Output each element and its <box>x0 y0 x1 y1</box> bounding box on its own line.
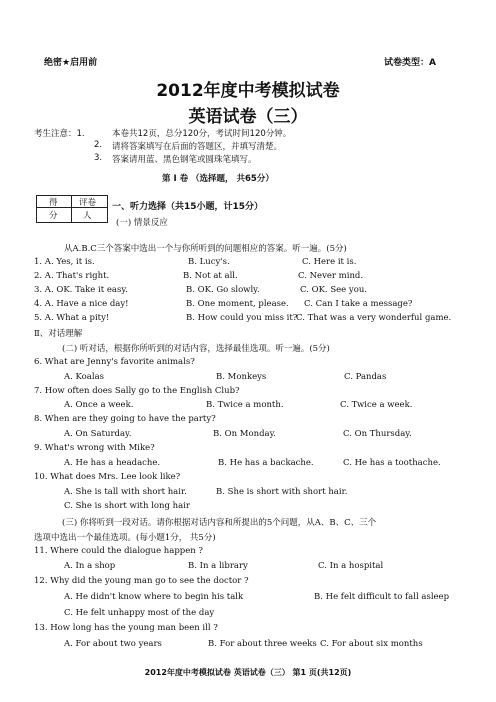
q8: 8. When are they going to have the party? <box>34 414 216 424</box>
q3-b: B. OK. Go slowly. <box>186 285 260 295</box>
q12-a: A. He didn't know where to begin his talk <box>64 592 244 602</box>
sub3-instructions-line2: 选项中选出一个最佳选项。(每小题1分， 共5分) <box>34 533 216 543</box>
q10: 10. What does Mrs. Lee look like? <box>34 472 181 482</box>
q7-c: C. Twice a week. <box>340 400 413 410</box>
grader-label-2: 人 <box>83 211 92 221</box>
section2-label: Ⅱ、对话理解 <box>34 329 83 339</box>
q2-b: B. Not at all. <box>183 271 238 281</box>
score-label: 得 <box>49 198 58 208</box>
q1-a: 1. A. Yes, it is. <box>34 257 95 267</box>
header-right: 试卷类型：A <box>384 58 436 68</box>
q5-c: C. That was a very wonderful game. <box>296 313 452 323</box>
q11-b: B. In a library <box>188 561 248 571</box>
section1-title: 一、听力选择（共15小题，计15分） <box>112 202 264 212</box>
q13-a: A. For about two years <box>64 639 162 649</box>
sub1-title: (一) 情景反应 <box>116 218 168 228</box>
notice-num-3: 3. <box>94 153 103 163</box>
q7-b: B. Twice a month. <box>206 400 284 410</box>
score-box <box>36 195 108 223</box>
q11-c: C. In a hospital <box>318 561 384 571</box>
q3-a: 3. A. OK. Take it easy. <box>34 285 128 295</box>
q1-b: B. Lucy's. <box>188 257 230 267</box>
q7: 7. How often does Sally go to the English Club? <box>34 386 240 396</box>
notice-num-2: 2. <box>94 140 103 150</box>
q10-c: C. She is short with long hair <box>64 501 190 511</box>
part1-heading: 第 I 卷 （选择题， 共65分） <box>162 174 274 184</box>
page-footer: 2012年度中考模拟试卷 英语试卷（三） 第1 页(共12页) <box>144 668 352 677</box>
q1-c: C. Here it is. <box>302 257 357 267</box>
q4-a: 4. A. Have a nice day! <box>34 299 129 309</box>
q13: 13. How long has the young man been ill ? <box>34 623 218 633</box>
q2-a: 2. A. That's right. <box>34 271 110 281</box>
q9-a: A. He has a headache. <box>64 458 161 468</box>
sub1-instructions: 从A.B.C三个答案中选出一个与你所听到的问题相应的答案。听一遍。(5分) <box>64 244 347 254</box>
sub2-instructions: (二) 听对话，根据你所听到的对话内容，选择最佳选项。听一遍。(5分) <box>62 344 330 354</box>
sub3-instructions-line1: (三) 你将听到一段对话。请你根据对话内容和所提出的5个问题，从A、B、C、三个 <box>62 518 377 528</box>
q2-c: C. Never mind. <box>298 271 364 281</box>
q9: 9. What's wrong with Mike? <box>34 443 155 453</box>
q12: 12. Why did the young man go to see the doctor ? <box>34 576 249 586</box>
q8-b: B. On Monday. <box>213 429 276 439</box>
notice-item-1: 本卷共12页，总分120分，考试时间120分钟。 <box>112 129 292 139</box>
q6-b: B. Monkeys <box>216 372 267 382</box>
q12-c: C. He felt unhappy most of the day <box>64 608 215 618</box>
q10-a: A. She is tall with short hair. <box>64 487 187 497</box>
q13-c: C. For about six months <box>320 639 423 649</box>
q8-c: C. On Thursday. <box>343 429 412 439</box>
q12-b: B. He felt difficult to fall asleep <box>314 592 450 602</box>
q10-b: B. She is short with short hair. <box>216 487 348 497</box>
q6-c: C. Pandas <box>344 372 387 382</box>
notice-lead: 考生注意：1. <box>34 129 85 139</box>
notice-item-3: 答案请用蓝、黑色钢笔或圆珠笔填写。 <box>112 155 257 165</box>
q6: 6. What are Jenny's favorite animals? <box>34 357 195 367</box>
score-label-2: 分 <box>49 211 58 221</box>
grader-label: 评卷 <box>79 198 97 208</box>
header-left: 绝密★启用前 <box>44 58 98 68</box>
title-sub: 英语试卷（三） <box>188 107 308 127</box>
q7-a: A. Once a week. <box>64 400 134 410</box>
q11-a: A. In a shop <box>64 561 116 571</box>
q9-c: C. He has a toothache. <box>343 458 441 468</box>
q11: 11. Where could the dialogue happen ? <box>34 546 203 556</box>
q6-a: A. Koalas <box>64 372 104 382</box>
q3-c: C. OK. See you. <box>300 285 368 295</box>
title-main: 2012年度中考模拟试卷 <box>156 81 340 101</box>
q4-b: B. One moment, please. <box>186 299 289 309</box>
notice-item-2: 请将答案填写在后面的答题区，并填写清楚。 <box>112 142 283 152</box>
q9-b: B. He has a backache. <box>218 458 314 468</box>
q5-a: 5. A. What a pity! <box>34 313 110 323</box>
q13-b: B. For about three weeks <box>208 639 317 649</box>
q5-b: B. How could you miss it? <box>186 313 298 323</box>
q4-c: C. Can I take a message? <box>304 299 413 309</box>
q8-a: A. On Saturday. <box>64 429 132 439</box>
